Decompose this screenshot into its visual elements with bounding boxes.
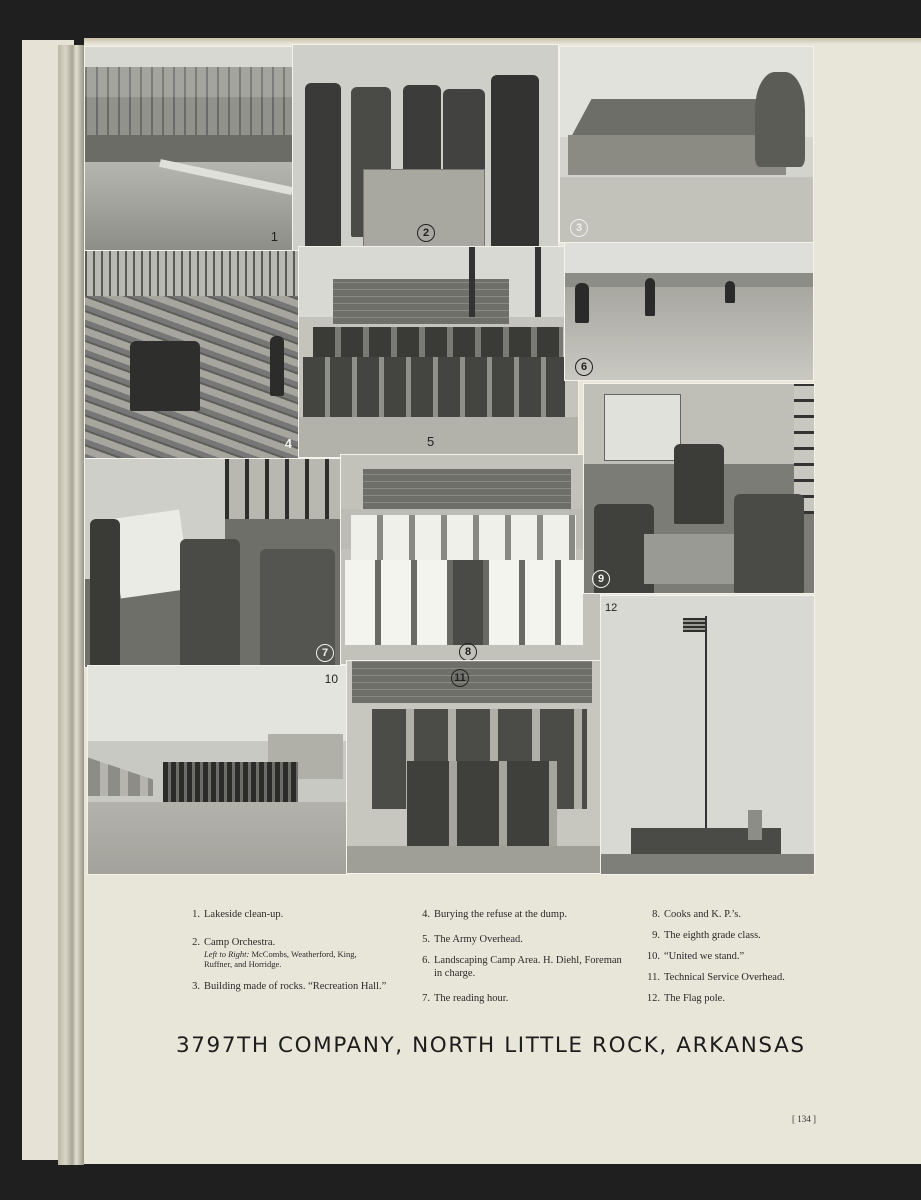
photo-number: 3 (570, 219, 588, 237)
flag-icon (683, 618, 705, 632)
caption-8: 8. Cooks and K. P.’s. (652, 909, 742, 920)
photo-number: 4 (284, 436, 292, 451)
photo-camp-orchestra (292, 44, 559, 251)
photo-flag-pole (600, 595, 815, 875)
caption-10: 10. “United we stand.” (646, 951, 745, 962)
photo-number: 12 (605, 602, 618, 614)
caption-7: 7. The reading hour. (422, 993, 509, 1004)
caption-12: 12. The Flag pole. (646, 993, 725, 1004)
photo-number: 9 (592, 570, 610, 588)
page-number: [ 134 ] (792, 1114, 816, 1124)
photo-lakeside-cleanup (84, 46, 293, 251)
photo-reading-hour (84, 458, 341, 668)
photo-burying-refuse (84, 250, 299, 460)
caption-9: 9. The eighth grade class. (652, 930, 761, 941)
photo-army-overhead (298, 246, 579, 458)
photo-number: 8 (459, 643, 477, 661)
photo-number: 2 (417, 224, 435, 242)
photo-number: 7 (316, 644, 334, 662)
yearbook-page (84, 38, 921, 1164)
caption-2: 2. Camp Orchestra. Left to Right: McCombs, Weatherford, King, Ruffner, and Horridge. (192, 937, 357, 969)
photo-recreation-hall (559, 46, 814, 243)
photo-number: 6 (575, 358, 593, 376)
photo-technical-service-overhead (346, 660, 601, 874)
page-title: 3797TH COMPANY, NORTH LITTLE ROCK, ARKANSAS (176, 1033, 806, 1058)
caption-11: 11. Technical Service Overhead. (647, 972, 785, 983)
photo-landscaping (564, 242, 814, 381)
photo-captions (84, 906, 921, 1046)
photo-number: 11 (451, 669, 469, 687)
caption-1: 1. Lakeside clean-up. (192, 909, 284, 920)
photo-number: 1 (270, 229, 278, 244)
caption-6: 6. Landscaping Camp Area. H. Diehl, Foreman in charge. (422, 955, 622, 979)
photo-number: 5 (427, 434, 435, 449)
photo-number: 10 (324, 672, 338, 686)
caption-4: 4. Burying the refuse at the dump. (422, 909, 567, 920)
photo-eighth-grade-class (583, 383, 815, 594)
caption-5: 5. The Army Overhead. (422, 934, 523, 945)
photo-cooks-kps (340, 454, 601, 665)
book-spine (58, 45, 84, 1165)
photo-united-we-stand (87, 665, 347, 875)
caption-3: 3. Building made of rocks. “Recreation Hall.” (192, 981, 387, 992)
